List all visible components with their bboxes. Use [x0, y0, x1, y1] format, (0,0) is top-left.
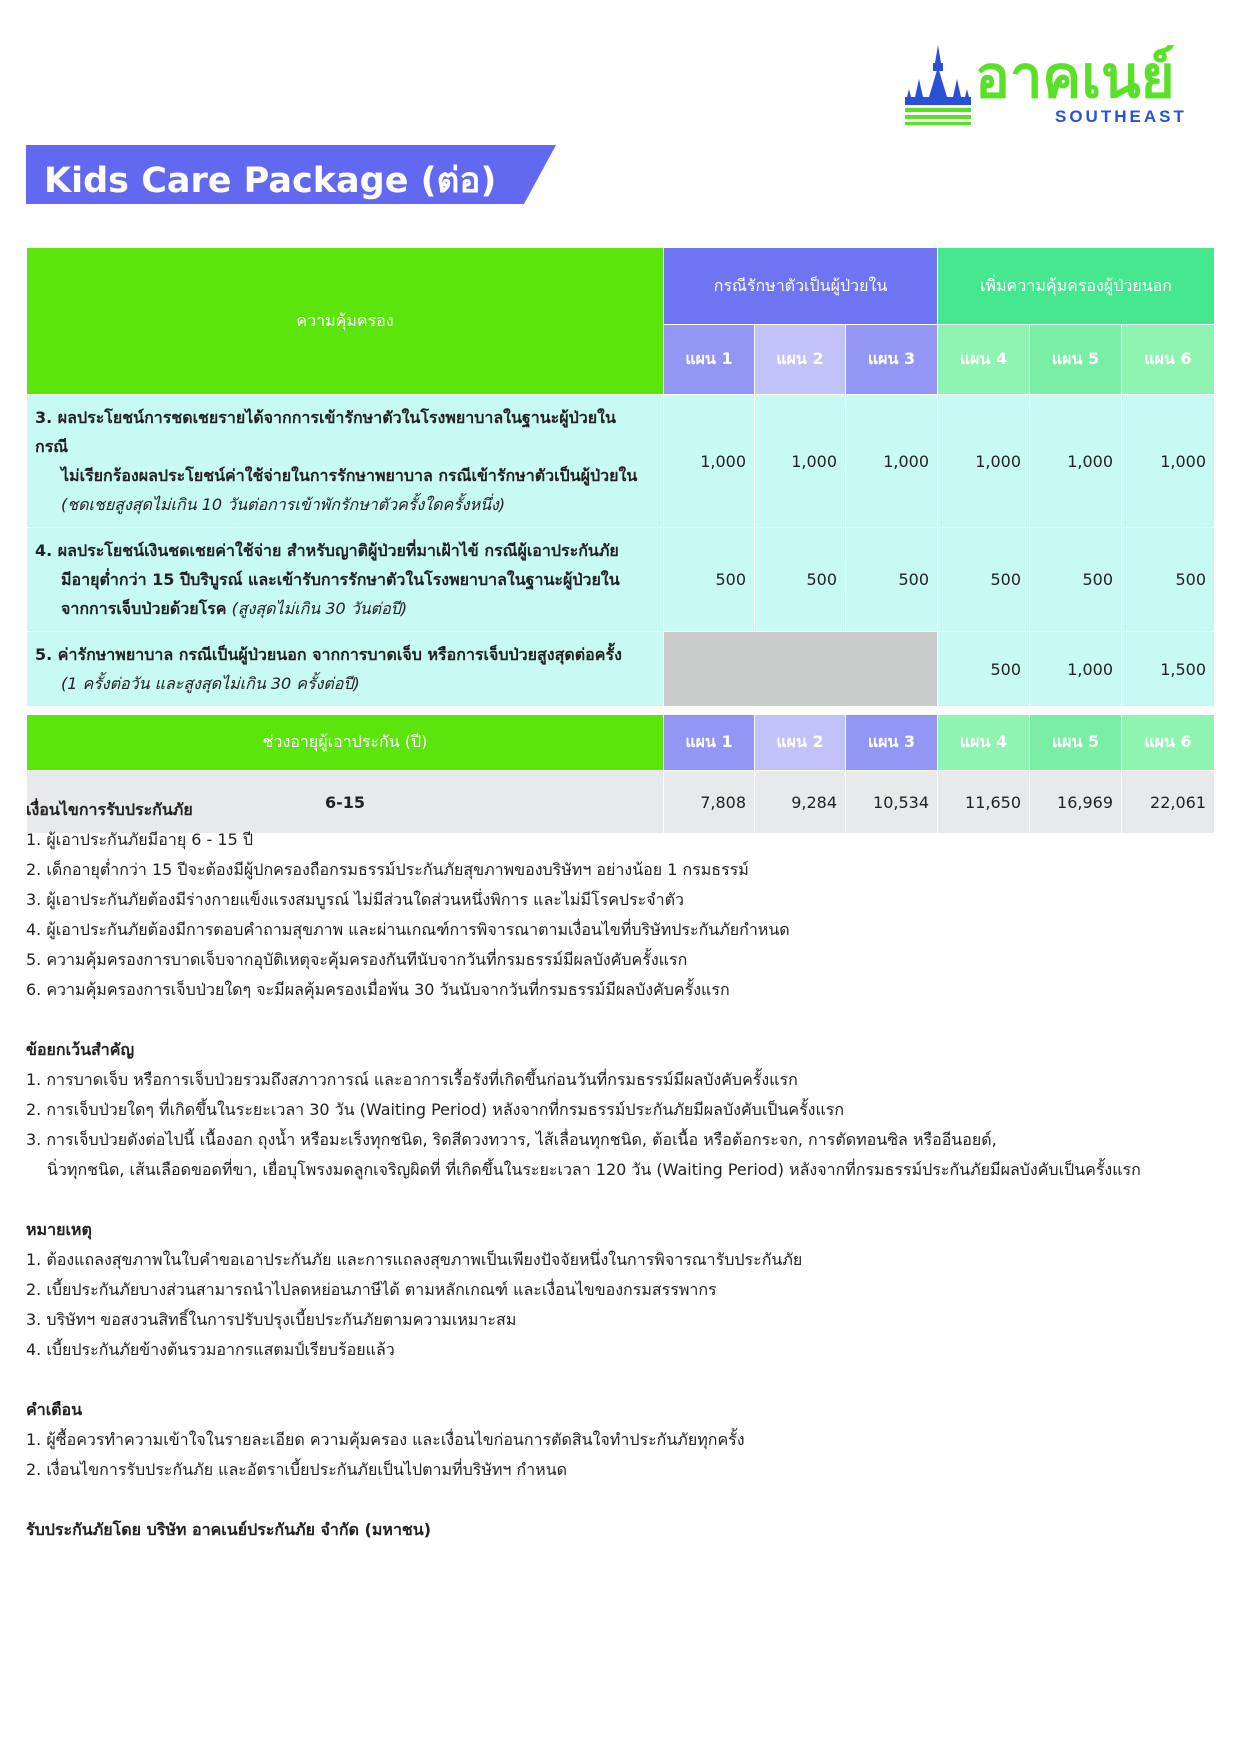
benefit-value: 1,000: [846, 395, 938, 528]
outpatient-header: เพิ่มความคุ้มครองผู้ป่วยนอก: [938, 248, 1215, 325]
plan-header: แผน 4: [938, 325, 1030, 395]
benefit-description: [27, 395, 664, 528]
premium-value: 22,061: [1122, 771, 1215, 834]
benefit-value: 500: [938, 528, 1030, 632]
premium-value: 9,284: [755, 771, 846, 834]
list-item: 1. ต้องแถลงสุขภาพในใบคำขอเอาประกันภัย และการแถลงสุขภาพเป็นเพียงปัจจัยหนึ่งในการพิจารณารับประกันภัย: [26, 1250, 803, 1269]
warnings-section: [26, 1395, 1216, 1485]
list-item: 3. บริษัทฯ ขอสงวนสิทธิ์ในการปรับปรุงเบี้ยประกันภัยตามความเหมาะสม: [26, 1310, 517, 1329]
company-logo: [905, 45, 1205, 130]
plan-header: แผน 2: [755, 715, 846, 771]
benefit-value: 1,500: [1122, 632, 1215, 707]
table-row: [27, 632, 1215, 707]
coverage-header: ความคุ้มครอง: [27, 248, 664, 395]
section-title: หมายเหตุ: [26, 1220, 92, 1239]
benefit-text: 4. ผลประโยชน์เงินชดเชยค่าใช้จ่าย สำหรับญาติผู้ป่วยที่มาเฝ้าไข้ กรณีผู้เอาประกันภัย: [35, 541, 619, 560]
premium-value: 16,969: [1030, 771, 1122, 834]
benefit-text: 5. ค่ารักษาพยาบาล กรณีเป็นผู้ป่วยนอก จากการบาดเจ็บ หรือการเจ็บป่วยสูงสุดต่อครั้ง: [35, 645, 622, 664]
benefit-value: 1,000: [755, 395, 846, 528]
plan-header: แผน 1: [664, 325, 755, 395]
list-item: 5. ความคุ้มครองการบาดเจ็บจากอุบัติเหตุจะคุ้มครองกันทีนับจากวันที่กรมธรรม์มีผลบังคับครั้งแรก: [26, 950, 688, 969]
benefit-description: [27, 632, 664, 707]
age-range-label: 6-15: [27, 771, 664, 834]
list-item: 1. ผู้เอาประกันภัยมีอายุ 6 - 15 ปี: [26, 830, 254, 849]
plan-header: แผน 3: [846, 325, 938, 395]
benefit-value: 500: [1122, 528, 1215, 632]
conditions-section: [26, 795, 1216, 1005]
not-applicable-cell: [664, 632, 938, 707]
package-title-banner: [26, 145, 556, 204]
benefit-text: มีอายุต่ำกว่า 15 ปีบริบูรณ์ และเข้ารับการรักษาตัวในโรงพยาบาลในฐานะผู้ป่วยใน: [61, 570, 620, 589]
plan-header: แผน 6: [1122, 715, 1215, 771]
benefit-value: 500: [938, 632, 1030, 707]
table-row: [27, 528, 1215, 632]
age-range-header: ช่วงอายุผู้เอาประกัน (ปี): [27, 715, 664, 771]
benefit-value: 500: [664, 528, 755, 632]
benefit-description: [27, 528, 664, 632]
section-title: เงื่อนไขการรับประกันภัย: [26, 800, 193, 819]
page-title: Kids Care Package (ต่อ): [44, 161, 497, 201]
benefit-value: 1,000: [664, 395, 755, 528]
section-title: คำเตือน: [26, 1400, 83, 1419]
list-item: 2. เงื่อนไขการรับประกันภัย และอัตราเบี้ยประกันภัยเป็นไปตามที่บริษัทฯ กำหนด: [26, 1460, 568, 1479]
logo-thai-text: อาคเนย์: [975, 43, 1175, 111]
list-item: 1. การบาดเจ็บ หรือการเจ็บป่วยรวมถึงสภาวการณ์ และอาการเรื้อรังที่เกิดขึ้นก่อนวันที่กรมธรรม์มีผลบังคับครั้งแรก: [26, 1070, 798, 1089]
list-item: 2. เบี้ยประกันภัยบางส่วนสามารถนำไปลดหย่อนภาษีได้ ตามหลักเกณฑ์ และเงื่อนไขของกรมสรรพากร: [26, 1280, 717, 1299]
list-item-continuation: นิ่วทุกชนิด, เส้นเลือดขอดที่ขา, เยื่อบุโพรงมดลูกเจริญผิดที่ ที่เกิดขึ้นในระยะเวลา 120 วัน (Waiting Period) หลังจากที่กรมธรรม์ประกันภัยมีผลบังคับเป็นครั้งแรก: [47, 1160, 1141, 1179]
list-item: 3. ผู้เอาประกันภัยต้องมีร่างกายแข็งแรงสมบูรณ์ ไม่มีส่วนใดส่วนหนึ่งพิการ และไม่มีโรคประจำตัว: [26, 890, 684, 909]
benefit-value: 500: [1030, 528, 1122, 632]
list-item: 2. เด็กอายุต่ำกว่า 15 ปีจะต้องมีผู้ปกครองถือกรมธรรม์ประกันภัยสุขภาพของบริษัทฯ อย่างน้อย 1 กรมธรรม์: [26, 860, 749, 879]
inpatient-header: กรณีรักษาตัวเป็นผู้ป่วยใน: [664, 248, 938, 325]
list-item: 2. การเจ็บป่วยใดๆ ที่เกิดขึ้นในระยะเวลา 30 วัน (Waiting Period) หลังจากที่กรมธรรม์ประกันภัยมีผลบังคับเป็นครั้งแรก: [26, 1100, 845, 1119]
benefit-value: 1,000: [1030, 632, 1122, 707]
benefit-note: (1 ครั้งต่อวัน และสูงสุดไม่เกิน 30 ครั้งต่อปี): [61, 674, 360, 693]
temple-logo-icon: [905, 45, 971, 125]
logo-english-text: SOUTHEAST: [1055, 107, 1187, 126]
table-row: [27, 395, 1215, 528]
plan-header: แผน 3: [846, 715, 938, 771]
benefit-value: 500: [846, 528, 938, 632]
benefit-text: 3. ผลประโยชน์การชดเชยรายได้จากการเข้ารักษาตัวในโรงพยาบาลในฐานะผู้ป่วยใน กรณี: [35, 408, 616, 456]
benefit-value: 1,000: [1030, 395, 1122, 528]
plan-header: แผน 2: [755, 325, 846, 395]
notes-section: [26, 795, 1216, 1545]
list-item: 4. ผู้เอาประกันภัยต้องมีการตอบคำถามสุขภาพ และผ่านเกณฑ์การพิจารณาตามเงื่อนไขที่บริษัทประกันภัยกำหนด: [26, 920, 790, 939]
plan-header: แผน 4: [938, 715, 1030, 771]
premium-value: 7,808: [664, 771, 755, 834]
list-item: 6. ความคุ้มครองการเจ็บป่วยใดๆ จะมีผลคุ้มครองเมื่อพ้น 30 วันนับจากวันที่กรมธรรม์มีผลบังคับครั้งแรก: [26, 980, 730, 999]
premium-value: 11,650: [938, 771, 1030, 834]
list-item: 3. การเจ็บป่วยดังต่อไปนี้ เนื้องอก ถุงน้ำ หรือมะเร็งทุกชนิด, ริดสีดวงทวาร, ไส้เลื่อนทุกชนิด, ต้อเนื้อ หรือต้อกระจก, การตัดทอนซิล หรืออีนอยด์,: [26, 1130, 997, 1149]
premium-value: 10,534: [846, 771, 938, 834]
list-item: 1. ผู้ซื้อควรทำความเข้าใจในรายละเอียด ความคุ้มครอง และเงื่อนไขก่อนการตัดสินใจทำประกันภัยทุกครั้ง: [26, 1430, 745, 1449]
plan-header: แผน 5: [1030, 325, 1122, 395]
benefit-text: จากการเจ็บป่วยด้วยโรค: [61, 599, 227, 618]
underwriter-footer: รับประกันภัยโดย บริษัท อาคเนย์ประกันภัย จำกัด (มหาชน): [26, 1520, 432, 1539]
benefit-note: (สูงสุดไม่เกิน 30 วันต่อปี): [231, 599, 408, 618]
plan-header: แผน 6: [1122, 325, 1215, 395]
plan-header: แผน 1: [664, 715, 755, 771]
list-item: 4. เบี้ยประกันภัยข้างต้นรวมอากรแสตมป์เรียบร้อยแล้ว: [26, 1340, 395, 1359]
exclusions-section: [26, 1035, 1216, 1185]
benefit-text: ไม่เรียกร้องผลประโยชน์ค่าใช้จ่ายในการรักษาพยาบาล กรณีเข้ารักษาตัวเป็นผู้ป่วยใน: [61, 466, 638, 485]
benefit-value: 1,000: [1122, 395, 1215, 528]
section-title: ข้อยกเว้นสำคัญ: [26, 1040, 135, 1059]
coverage-table: [26, 247, 1215, 834]
plan-header: แผน 5: [1030, 715, 1122, 771]
remarks-section: [26, 1215, 1216, 1365]
benefit-note: (ชดเชยสูงสุดไม่เกิน 10 วันต่อการเข้าพักรักษาตัวครั้งใดครั้งหนึ่ง): [61, 495, 506, 514]
benefit-value: 500: [755, 528, 846, 632]
benefit-value: 1,000: [938, 395, 1030, 528]
